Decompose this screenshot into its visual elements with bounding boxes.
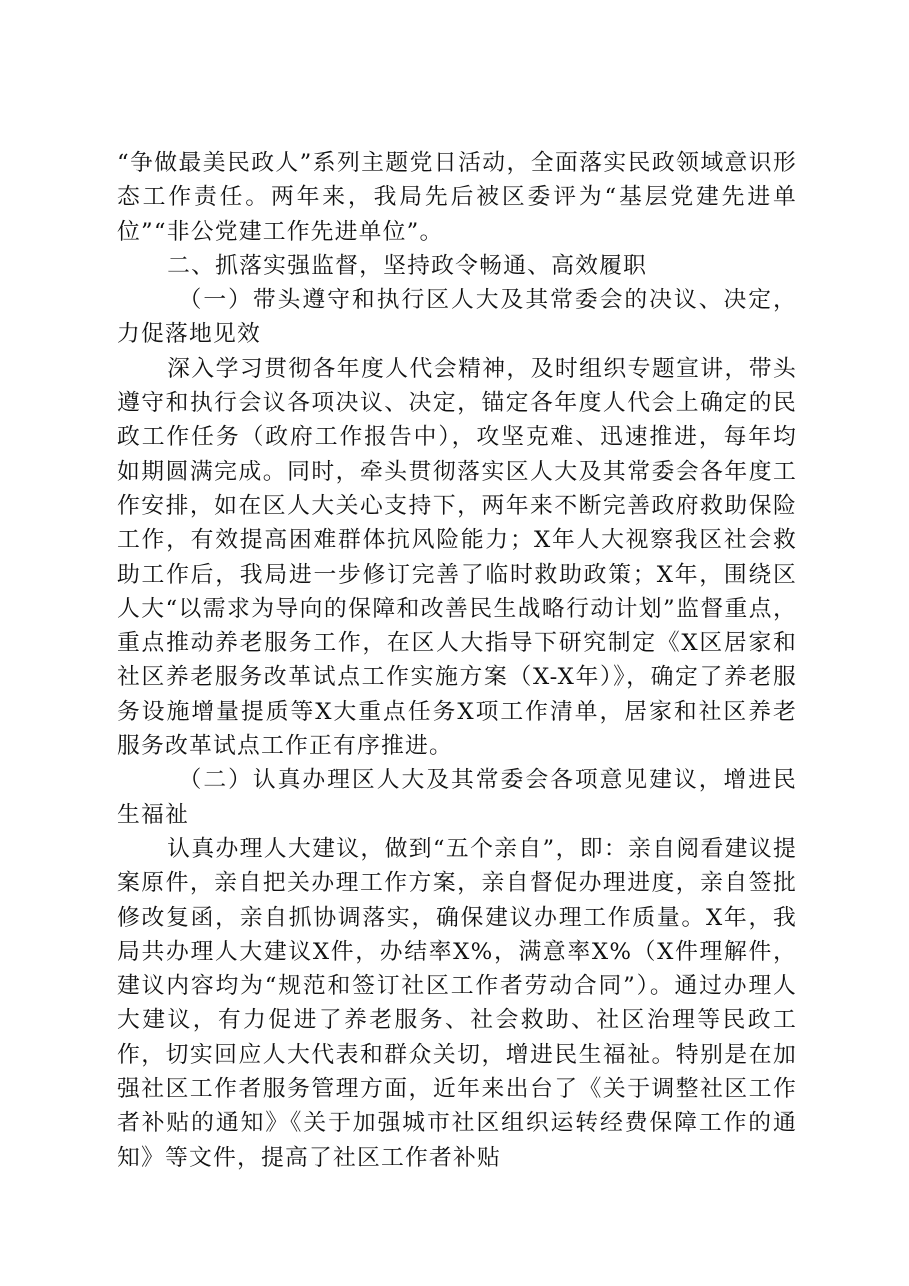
- body-paragraph-1: 深入学习贯彻各年度人代会精神，及时组织专题宣讲，带头遵守和执行会议各项决议、决定，锚定各年度人代会上确定的民政工作任务（政府工作报告中），攻坚克难、迅速推进，每年均如期圆满完成。同时，牵头贯彻落实区人大及其常委会各年度工作安排，如在区人大关心支持下，两年来不断完善政府救助保险工作，有效提高困难群体抗风险能力；X年人大视察我区社会救助工作后，我局进一步修订完善了临时救助政策；X年，围绕区人大“以需求为导向的保障和改善民生战略行动计划”监督重点，重点推动养老服务工作，在区人大指导下研究制定《X区居家和社区养老服务改革试点工作实施方案（X-X年）》，确定了养老服务设施增量提质等X大重点任务X项工作清单，居家和社区养老服务改革试点工作正有序推进。: [117, 355, 797, 760]
- subsection-heading-2: （二）认真办理区人大及其常委会各项意见建议，增进民生福祉: [117, 767, 797, 828]
- section-heading: 二、抓落实强监督，坚持政令畅通、高效履职: [167, 252, 648, 279]
- body-paragraph-2: 认真办理人大建议，做到“五个亲自”，即：亲自阅看建议提案原件，亲自把关办理工作方案，亲自督促办理进度，亲自签批修改复函，亲自抓协调落实，确保建议办理工作质量。X年，我局共办理人大建议X件，办结率X%，满意率X%（X件理解件，建议内容均为“规范和签订社区工作者劳动合同”）。通过办理人大建议，有力促进了养老服务、社会救助、社区治理等民政工作，切实回应人大代表和群众关切，增进民生福祉。特别是在加强社区工作者服务管理方面，近年来出台了《关于调整社区工作者补贴的通知》《关于加强城市社区组织运转经费保障工作的通知》等文件，提高了社区工作者补贴: [117, 835, 797, 1171]
- subsection-heading-1: （一）带头遵守和执行区人大及其常委会的决议、决定，力促落地见效: [117, 287, 797, 348]
- document-page: [117, 146, 797, 1175]
- paragraph-continuation: “争做最美民政人”系列主题党日活动，全面落实民政领域意识形态工作责任。两年来，我局先后被区委评为“基层党建先进单位”“非公党建工作先进单位”。: [117, 150, 797, 245]
